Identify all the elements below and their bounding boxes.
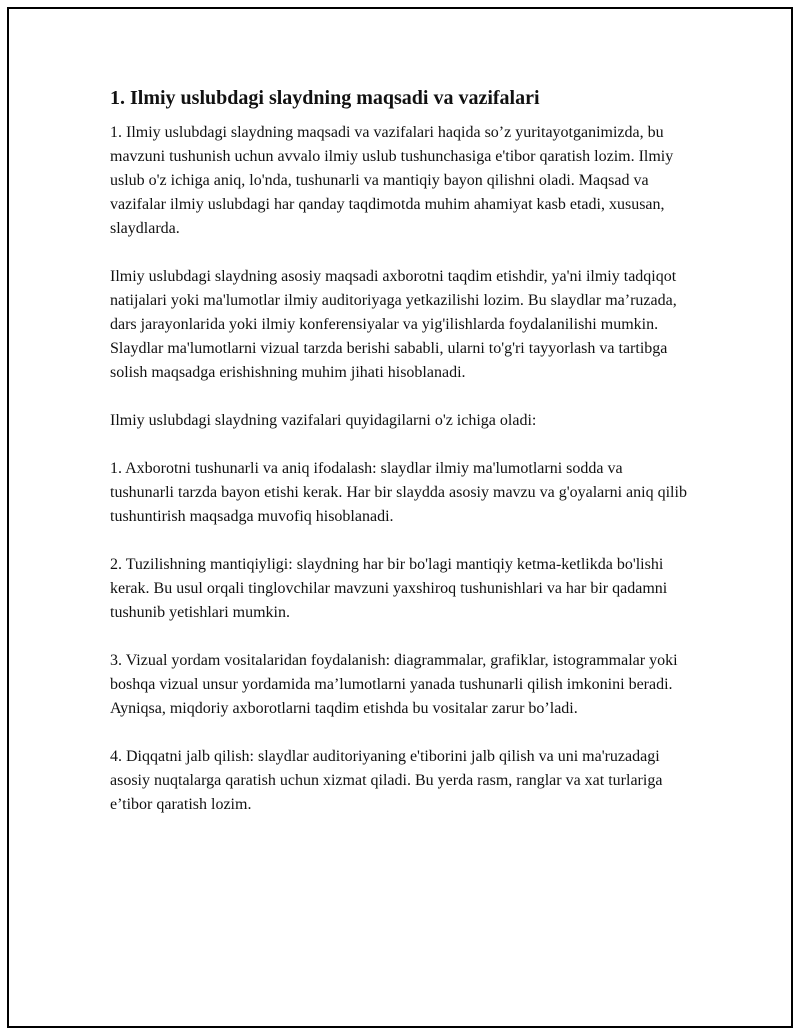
paragraph-tasks-intro: Ilmiy uslubdagi slaydning vazifalari quyidagilarni o'z ichiga oladi: bbox=[110, 412, 537, 429]
list-item-task-4: 4. Diqqatni jalb qilish: slaydlar auditoriyaning e'tiborini jalb qilish va uni ma'ruzadagi asosiy nuqtalarga qaratish uchun xizmat qiladi. Bu yerda rasm, ranglar va xat turlariga e’tibor qaratish lozim. bbox=[110, 748, 663, 813]
paragraph-main-purpose: Ilmiy uslubdagi slaydning asosiy maqsadi axborotni taqdim etishdir, ya'ni ilmiy tadqiqot natijalari yoki ma'lumotlar ilmiy auditoriyaga yetkazilishi lozim. Bu slaydlar ma’ruzada, dars jarayonlarida yoki ilmiy konferensiyalar va yig'ilishlarda foydalanilishi mumkin. Slaydlar ma'lumotlarni vizual tarzda berishi sababli, ularni to'g'ri tayyorlash va tartibga solish maqsadga erishishning muhim jihati hisoblanadi. bbox=[110, 268, 677, 381]
document-body bbox=[110, 86, 690, 841]
list-item-task-2: 2. Tuzilishning mantiqiyligi: slaydning har bir bo'lagi mantiqiy ketma-ketlikda bo'lishi kerak. Bu usul orqali tinglovchilar mavzuni yaxshiroq tushunishlari va har bir qadamni tushunib yetishlari mumkin. bbox=[110, 556, 668, 621]
document-title: 1. Ilmiy uslubdagi slaydning maqsadi va vazifalari bbox=[110, 87, 540, 109]
paragraph-intro: 1. Ilmiy uslubdagi slaydning maqsadi va vazifalari haqida so’z yuritayotganimizda, bu mavzuni tushunish uchun avvalo ilmiy uslub tushunchasiga e'tibor qaratish lozim. Ilmiy uslub o'z ichiga aniq, lo'nda, tushunarli va mantiqiy bayon qilishni oladi. Maqsad va vazifalar ilmiy uslubdagi har qanday taqdimotda muhim ahamiyat kasb etadi, xususan, slaydlarda. bbox=[110, 124, 674, 237]
list-item-task-1: 1. Axborotni tushunarli va aniq ifodalash: slaydlar ilmiy ma'lumotlarni sodda va tushunarli tarzda bayon etishi kerak. Har bir slaydda asosiy mavzu va g'oyalarni aniq qilib tushuntirish maqsadga muvofiq hisoblanadi. bbox=[110, 460, 687, 525]
list-item-task-3: 3. Vizual yordam vositalaridan foydalanish: diagrammalar, grafiklar, istogrammalar yoki boshqa vizual unsur yordamida ma’lumotlarni yanada tushunarli qilish imkonini beradi. Ayniqsa, miqdoriy axborotlarni taqdim etishda bu vositalar zarur bo’ladi. bbox=[110, 652, 678, 717]
